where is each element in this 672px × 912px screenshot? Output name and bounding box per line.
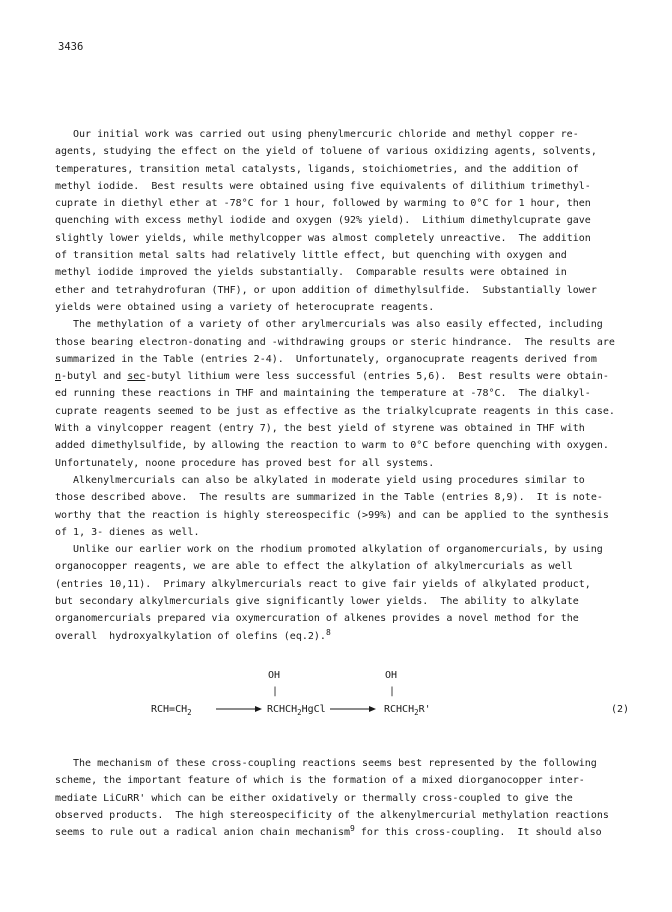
text-line-content: overall hydroxyalkylation of olefins (eq.2). bbox=[55, 630, 326, 642]
text-line: of transition metal salts had relatively little effect, but quenching with oxygen and bbox=[55, 250, 567, 262]
subscript: 2 bbox=[187, 707, 192, 717]
text-segment: -butyl and bbox=[61, 371, 128, 383]
paragraph-4 bbox=[55, 541, 635, 645]
intermediate-text: HgCl bbox=[301, 703, 326, 715]
text-line: organocopper reagents, we are able to effect the alkylation of alkylmercurials as well bbox=[55, 561, 573, 573]
text-line: worthy that the reaction is highly stereospecific (>99%) and can be applied to the synthesis bbox=[55, 509, 609, 521]
text-line: Unfortunately, noone procedure has proved best for all systems. bbox=[55, 457, 435, 469]
text-line-content: for this cross-coupling. It should also bbox=[354, 827, 602, 839]
text-line: The methylation of a variety of other arylmercurials was also easily effected, including bbox=[73, 319, 603, 331]
text-line: those described above. The results are summarized in the Table (entries 8,9). It is note- bbox=[55, 492, 603, 504]
paragraph-2 bbox=[55, 316, 635, 472]
underlined-text: n bbox=[55, 371, 62, 383]
text-line: summarized in the Table (entries 2-4). Unfortunately, organocuprate reagents derived from bbox=[55, 353, 597, 365]
hydroxyl-label: OH bbox=[268, 669, 281, 681]
arrow-2 bbox=[330, 706, 376, 712]
text-line: mediate LiCuRR' which can be either oxidatively or thermally cross-coupled to give the bbox=[55, 792, 573, 804]
text-line: added dimethylsulfide, by allowing the reaction to warm to 0°C before quenching with oxygen. bbox=[55, 440, 609, 452]
paragraph-1 bbox=[55, 126, 635, 316]
underlined-text: sec bbox=[127, 371, 146, 383]
text-line bbox=[55, 824, 635, 841]
subscript: 2 bbox=[414, 707, 419, 717]
reaction-arrows bbox=[55, 655, 635, 727]
text-line: temperatures, transition metal catalysts, ligands, stoichiometries, and the addition of bbox=[55, 163, 579, 175]
text-line: The mechanism of these cross-coupling reactions seems best represented by the following bbox=[73, 757, 597, 769]
text-line: of 1, 3- dienes as well. bbox=[55, 526, 200, 538]
page-number: 3436 bbox=[58, 41, 84, 53]
text-line: methyl iodide improved the yields substantially. Comparable results were obtained in bbox=[55, 267, 567, 279]
product-text: R' bbox=[418, 703, 431, 715]
text-line: scheme, the important feature of which is the formation of a mixed diorganocopper inter- bbox=[55, 775, 585, 787]
text-line: cuprate reagents seemed to be just as effective as the trialkylcuprate reagents in this case. bbox=[55, 405, 615, 417]
article-body bbox=[55, 126, 635, 841]
text-line: but secondary alkylmercurials give significantly lower yields. The ability to alkylate bbox=[55, 596, 579, 608]
text-line: slightly lower yields, while methylcopper was almost completely unreactive. The addition bbox=[55, 232, 591, 244]
text-line: quenching with excess methyl iodide and oxygen (92% yield). Lithium dimethylcuprate gave bbox=[55, 215, 591, 227]
text-line: Unlike our earlier work on the rhodium promoted alkylation of organomercurials, by using bbox=[73, 544, 603, 556]
text-line: Alkenylmercurials can also be alkylated in moderate yield using procedures similar to bbox=[73, 474, 585, 486]
text-line: ether and tetrahydrofuran (THF), or upon addition of dimethylsulfide. Substantially lower bbox=[55, 284, 597, 296]
equation-2 bbox=[55, 655, 635, 727]
footnote-ref: 8 bbox=[325, 627, 331, 637]
text-line: organomercurials prepared via oxymercuration of alkenes provides a novel method for the bbox=[55, 613, 579, 625]
product-text: RCHCH bbox=[384, 703, 415, 715]
text-line: (entries 10,11). Primary alkylmercurials react to give fair yields of alkylated product, bbox=[55, 578, 591, 590]
arrow-1 bbox=[216, 706, 262, 712]
bond-line: | bbox=[389, 685, 396, 697]
text-line: those bearing electron-donating and -withdrawing groups or steric hindrance. The results are bbox=[55, 336, 615, 348]
intermediate bbox=[267, 701, 326, 718]
intermediate-text: RCHCH bbox=[267, 703, 298, 715]
text-line: With a vinylcopper reagent (entry 7), the best yield of styrene was obtained in THF with bbox=[55, 423, 585, 435]
text-segment: -butyl lithium were less successful (entries 5,6). Best results were obtain- bbox=[145, 371, 609, 383]
text-line: observed products. The high stereospecificity of the alkenylmercurial methylation reactions bbox=[55, 809, 609, 821]
text-line-content: seems to rule out a radical anion chain mechanism bbox=[55, 827, 351, 839]
footnote-ref: 9 bbox=[350, 824, 355, 834]
reactant-text: RCH=CH bbox=[151, 703, 188, 715]
product bbox=[384, 701, 431, 718]
text-line: agents, studying the effect on the yield of toluene of various oxidizing agents, solvents, bbox=[55, 146, 597, 158]
text-line: yields were obtained using a variety of heterocuprate reagents. bbox=[55, 301, 435, 313]
text-line: ed running these reactions in THF and maintaining the temperature at -78°C. The dialkyl- bbox=[55, 388, 591, 400]
text-line: methyl iodide. Best results were obtained using five equivalents of dilithium trimethyl- bbox=[55, 180, 591, 192]
text-line bbox=[55, 368, 635, 385]
text-line: cuprate in diethyl ether at -78°C for 1 hour, followed by warming to 0°C for 1 hour, then bbox=[55, 198, 591, 210]
bond-line: | bbox=[272, 685, 279, 697]
subscript: 2 bbox=[297, 707, 302, 717]
text-line: Our initial work was carried out using phenylmercuric chloride and methyl copper re- bbox=[73, 129, 579, 140]
paragraph-3 bbox=[55, 472, 635, 541]
equation-number: (2) bbox=[611, 703, 630, 715]
reactant bbox=[151, 701, 192, 718]
hydroxyl-label: OH bbox=[385, 669, 398, 681]
paragraph-5 bbox=[55, 755, 635, 841]
text-line bbox=[55, 628, 635, 645]
